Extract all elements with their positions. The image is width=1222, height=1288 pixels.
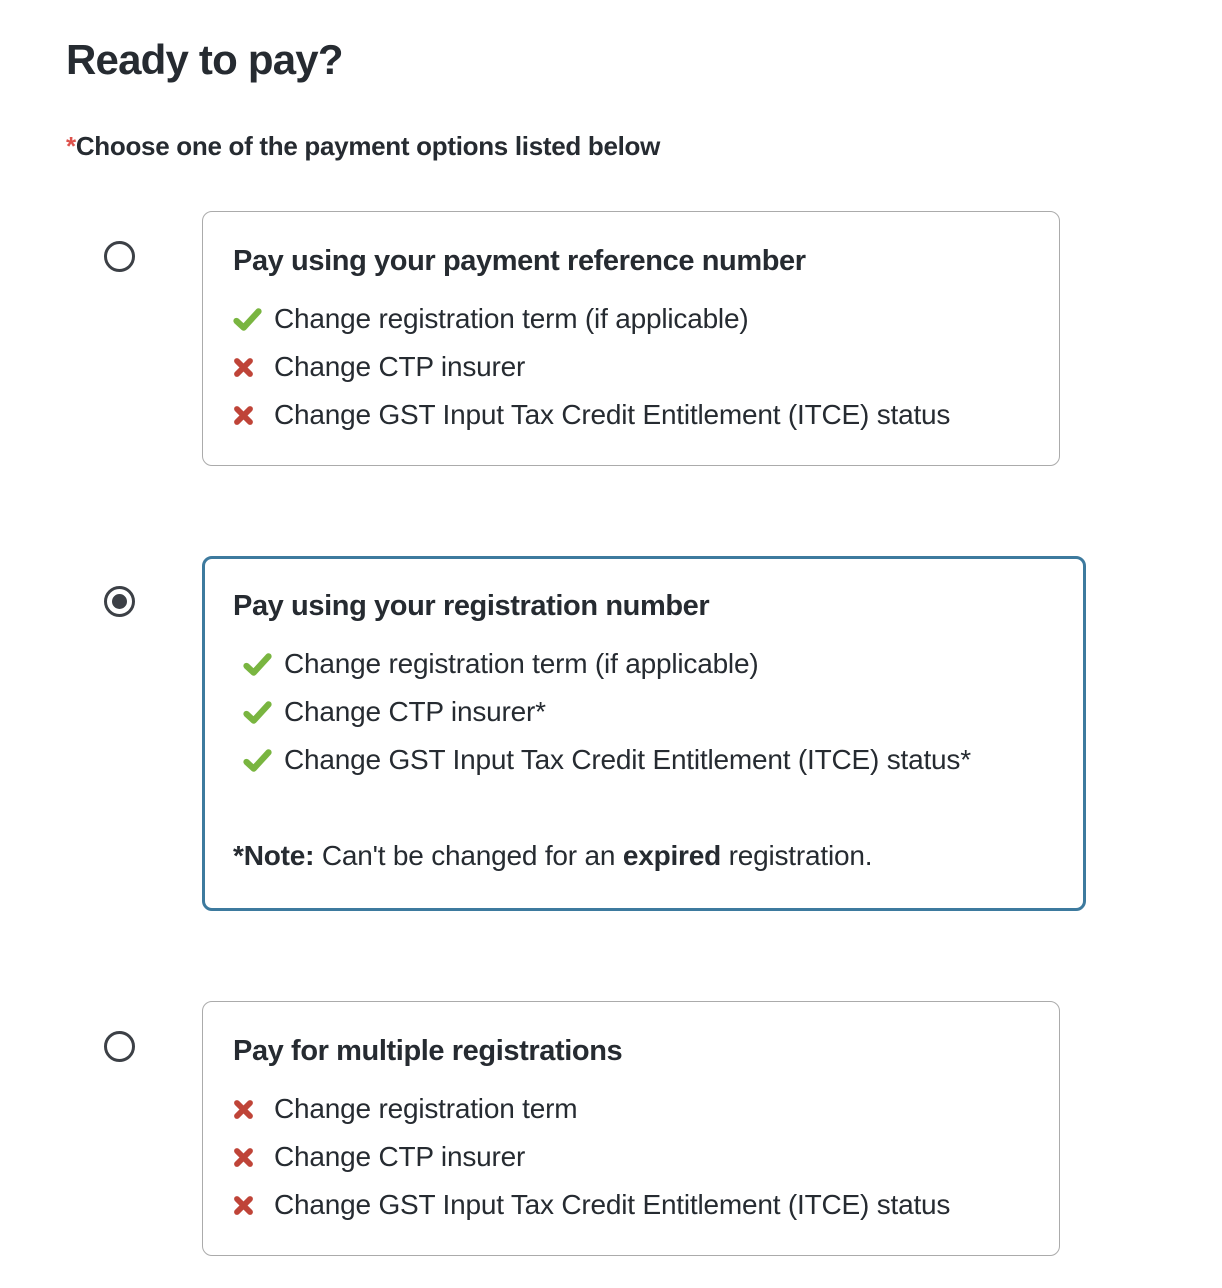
feature-icon-slot — [233, 357, 263, 378]
check-icon — [243, 749, 272, 772]
feature-item — [233, 1133, 1029, 1181]
feature-icon-slot — [233, 1099, 263, 1120]
cross-icon — [233, 357, 254, 378]
feature-item — [243, 640, 1053, 688]
required-field-instruction — [66, 129, 1192, 163]
option-card-registration-number[interactable] — [202, 556, 1086, 911]
feature-text: Change GST Input Tax Credit Entitlement (ITCE) status — [274, 399, 951, 430]
option-title: Pay using your registration number — [233, 590, 710, 622]
radio-column — [66, 211, 202, 272]
radio-multiple-registrations[interactable] — [104, 1031, 135, 1062]
required-asterisk: * — [66, 131, 76, 161]
feature-item — [233, 1085, 1029, 1133]
feature-text: Change CTP insurer* — [284, 696, 546, 727]
radio-registration-number[interactable] — [104, 586, 135, 617]
check-icon — [233, 308, 262, 331]
option-card-payment-reference[interactable] — [202, 211, 1060, 466]
subtitle-text: Choose one of the payment options listed below — [75, 131, 661, 161]
feature-text: Change CTP insurer — [274, 351, 526, 382]
option-title: Pay for multiple registrations — [233, 1035, 623, 1067]
note-bold-word: expired — [622, 840, 722, 871]
payment-option-row-multiple-registrations — [66, 1001, 1192, 1256]
payment-option-row-payment-reference — [66, 211, 1192, 466]
feature-item — [233, 343, 1029, 391]
radio-column — [66, 556, 202, 617]
cross-icon — [233, 1195, 254, 1216]
feature-icon-slot — [233, 405, 263, 426]
feature-icon-slot — [233, 308, 263, 331]
option-card-multiple-registrations[interactable] — [202, 1001, 1060, 1256]
cross-icon — [233, 1147, 254, 1168]
payment-option-row-registration-number — [66, 556, 1192, 911]
feature-text: Change registration term (if applicable) — [274, 303, 749, 334]
feature-icon-slot — [243, 749, 273, 772]
feature-list — [233, 295, 1029, 439]
feature-text: Change GST Input Tax Credit Entitlement (ITCE) status — [274, 1189, 951, 1220]
feature-icon-slot — [243, 653, 273, 676]
note-text — [233, 838, 1053, 874]
radio-column — [66, 1001, 202, 1062]
check-icon — [243, 701, 272, 724]
page-title: Ready to pay? — [66, 36, 343, 83]
feature-text: Change GST Input Tax Credit Entitlement (ITCE) status* — [284, 744, 971, 775]
feature-text: Change CTP insurer — [274, 1141, 526, 1172]
feature-item — [233, 1181, 1029, 1229]
feature-text: Change registration term (if applicable) — [284, 648, 759, 679]
feature-list — [233, 1085, 1029, 1229]
note-before: Can't be changed for an — [314, 840, 623, 871]
feature-icon-slot — [233, 1195, 263, 1216]
feature-item — [243, 688, 1053, 736]
feature-item — [233, 295, 1029, 343]
feature-text: Change registration term — [274, 1093, 578, 1124]
feature-icon-slot — [243, 701, 273, 724]
feature-icon-slot — [233, 1147, 263, 1168]
note-prefix: *Note: — [233, 840, 315, 871]
cross-icon — [233, 405, 254, 426]
feature-item — [243, 736, 1053, 784]
feature-list — [243, 640, 1053, 784]
note-after: registration. — [721, 840, 873, 871]
check-icon — [243, 653, 272, 676]
option-title: Pay using your payment reference number — [233, 245, 806, 277]
cross-icon — [233, 1099, 254, 1120]
radio-payment-reference[interactable] — [104, 241, 135, 272]
feature-item — [233, 391, 1029, 439]
